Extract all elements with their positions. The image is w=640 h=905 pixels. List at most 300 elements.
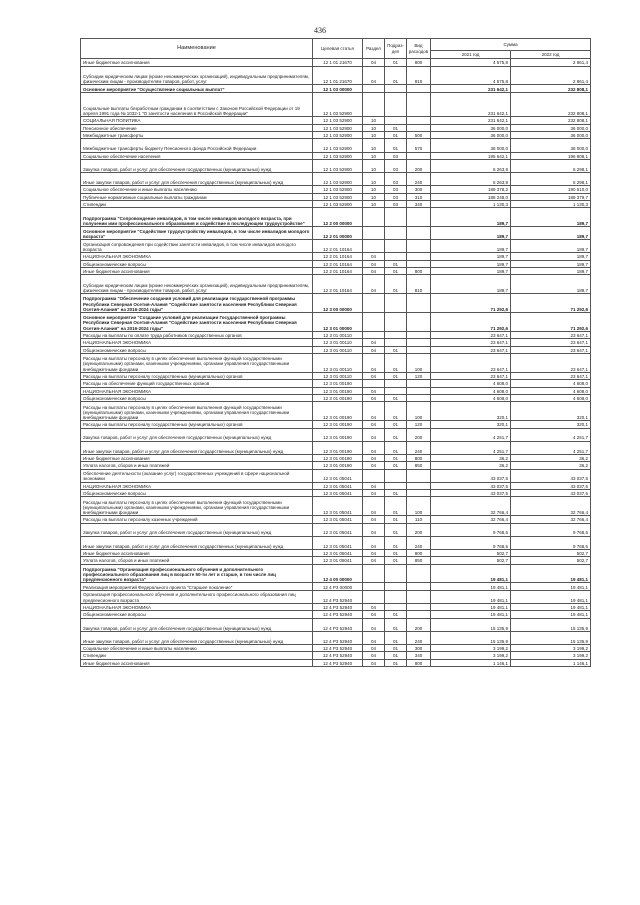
table-row — [81, 253, 591, 260]
cell-code: 12 4 P3 52940 — [313, 652, 363, 659]
cell-subsection — [385, 253, 407, 260]
header-name: Наименование — [81, 39, 313, 59]
cell-name: СОЦИАЛЬНАЯ ПОЛИТИКА — [81, 117, 313, 124]
cell-code: 12 3 01 05041 — [313, 557, 363, 564]
cell-subsection — [385, 227, 407, 240]
cell-name: Иные бюджетные ассигнования — [81, 659, 313, 666]
table-row — [81, 159, 591, 172]
page-number: 436 — [314, 26, 326, 35]
cell-name: Уплата налогов, сборов и иных платежей — [81, 462, 313, 469]
cell-type: 120 — [407, 372, 431, 379]
cell-code: 12 3 01 00190 — [313, 394, 363, 401]
cell-section: 04 — [363, 462, 385, 469]
cell-amount-2021: 320,1 — [431, 421, 511, 428]
cell-section: 04 — [363, 441, 385, 454]
cell-section — [363, 92, 385, 117]
cell-subsection — [385, 85, 407, 92]
cell-subsection — [385, 590, 407, 603]
cell-section: 04 — [363, 482, 385, 489]
table-row — [81, 208, 591, 227]
cell-name: Субсидии юридическим лицам (кроме некоммерческих организаций), индивидуальным предпринимателям, физическим лицам - производителям товаров, работ, услуг — [81, 275, 313, 294]
cell-section: 04 — [363, 372, 385, 379]
cell-code: 12 1 03 52900 — [313, 186, 363, 193]
cell-type — [407, 482, 431, 489]
cell-subsection — [385, 240, 407, 253]
table-row — [81, 117, 591, 124]
cell-type — [407, 227, 431, 240]
cell-type: 120 — [407, 421, 431, 428]
cell-name: Уплата налогов, сборов и иных платежей — [81, 557, 313, 564]
cell-amount-2021: 36 000,0 — [431, 124, 511, 131]
cell-type — [407, 339, 431, 346]
cell-type — [407, 313, 431, 332]
table-row — [81, 275, 591, 294]
cell-amount-2022: 4 251,7 — [511, 428, 591, 441]
cell-type: 200 — [407, 428, 431, 441]
cell-name: Иные бюджетные ассигнования — [81, 549, 313, 556]
cell-name: Общеэкономические вопросы — [81, 346, 313, 353]
cell-section: 04 — [363, 490, 385, 497]
cell-name: НАЦИОНАЛЬНАЯ ЭКОНОМИКА — [81, 253, 313, 260]
table-row — [81, 394, 591, 401]
table-row — [81, 462, 591, 469]
cell-amount-2021: 43 037,5 — [431, 482, 511, 489]
cell-code: 12 2 01 10164 — [313, 253, 363, 260]
cell-amount-2021: 231 642,1 — [431, 117, 511, 124]
cell-name: Расходы на выплаты персоналу государственных (муниципальных) органов — [81, 372, 313, 379]
cell-amount-2022: 3 199,2 — [511, 644, 591, 651]
cell-amount-2021: 71 292,6 — [431, 313, 511, 332]
cell-amount-2021: 15 135,9 — [431, 618, 511, 631]
cell-code: 12 3 01 00110 — [313, 339, 363, 346]
cell-code: 12 2 00 00000 — [313, 208, 363, 227]
cell-section: 10 — [363, 186, 385, 193]
cell-section: 04 — [363, 497, 385, 516]
cell-subsection: 01 — [385, 644, 407, 651]
cell-name: Иные бюджетные ассигнования — [81, 454, 313, 461]
cell-type: 800 — [407, 549, 431, 556]
cell-amount-2021: 19 481,1 — [431, 590, 511, 603]
cell-subsection: 01 — [385, 441, 407, 454]
cell-amount-2022: 2 861,4 — [511, 59, 591, 66]
table-row — [81, 294, 591, 313]
cell-amount-2021: 23 647,1 — [431, 354, 511, 373]
cell-section — [363, 294, 385, 313]
cell-type — [407, 564, 431, 583]
cell-amount-2022: 1 146,1 — [511, 659, 591, 666]
cell-section: 04 — [363, 402, 385, 421]
cell-type — [407, 346, 431, 353]
cell-code: 12 3 01 00190 — [313, 380, 363, 387]
cell-name: Социальное обеспечение и иные выплаты населению — [81, 186, 313, 193]
cell-subsection: 01 — [385, 618, 407, 631]
cell-amount-2022: 36,2 — [511, 462, 591, 469]
table-row — [81, 372, 591, 379]
cell-type: 850 — [407, 462, 431, 469]
header-year-2022: 2022 год — [511, 51, 591, 59]
cell-type: 240 — [407, 173, 431, 186]
cell-amount-2021: 189,7 — [431, 208, 511, 227]
cell-type: 100 — [407, 402, 431, 421]
table-row — [81, 523, 591, 536]
cell-code: 12 3 01 05041 — [313, 497, 363, 516]
cell-name: Иные закупки товаров, работ и услуг для обеспечения государственных (муниципальных) нужд — [81, 173, 313, 186]
cell-amount-2021: 23 647,1 — [431, 346, 511, 353]
cell-amount-2022: 9 768,5 — [511, 523, 591, 536]
cell-subsection: 01 — [385, 454, 407, 461]
cell-amount-2021: 9 768,5 — [431, 523, 511, 536]
cell-amount-2022: 36 000,0 — [511, 124, 591, 131]
cell-section — [363, 227, 385, 240]
cell-type — [407, 124, 431, 131]
cell-amount-2022: 36 000,0 — [511, 139, 591, 152]
table-row — [81, 85, 591, 92]
cell-section: 10 — [363, 117, 385, 124]
table-row — [81, 132, 591, 139]
cell-amount-2021: 189,7 — [431, 227, 511, 240]
cell-amount-2022: 43 037,5 — [511, 482, 591, 489]
cell-name: Межбюджетные трансферты бюджету Пенсионного фонда Российской Федерации — [81, 139, 313, 152]
cell-section: 04 — [363, 59, 385, 66]
cell-name: Социальное обеспечение населения — [81, 152, 313, 159]
cell-name: Расходы на выплаты персоналу в целях обеспечения выполнения функций государственными (муниципальными) органами, казенными учреждениями, органами управления государственными внебюджетными фондами — [81, 497, 313, 516]
cell-type: 810 — [407, 275, 431, 294]
cell-subsection — [385, 92, 407, 117]
cell-type: 800 — [407, 59, 431, 66]
cell-type — [407, 394, 431, 401]
cell-type: 310 — [407, 193, 431, 200]
cell-name: Субсидии юридическим лицам (кроме некоммерческих организаций), индивидуальным предпринимателям, физическим лицам - производителям товаров, работ, услуг — [81, 66, 313, 85]
table-row — [81, 490, 591, 497]
cell-name: НАЦИОНАЛЬНАЯ ЭКОНОМИКА — [81, 387, 313, 394]
cell-type: 200 — [407, 618, 431, 631]
cell-name: Общеэкономические вопросы — [81, 611, 313, 618]
cell-code: 12 3 01 00000 — [313, 313, 363, 332]
cell-amount-2022: 19 481,1 — [511, 611, 591, 618]
cell-amount-2021: 3 199,2 — [431, 652, 511, 659]
cell-code: 12 3 01 00190 — [313, 441, 363, 454]
cell-section: 10 — [363, 124, 385, 131]
cell-amount-2021: 189 378,2 — [431, 186, 511, 193]
cell-amount-2021: 188 248,0 — [431, 193, 511, 200]
cell-amount-2022: 189,7 — [511, 275, 591, 294]
table-row — [81, 59, 591, 66]
table-row — [81, 482, 591, 489]
cell-type — [407, 611, 431, 618]
cell-subsection — [385, 117, 407, 124]
cell-amount-2021: 1 130,3 — [431, 200, 511, 207]
cell-amount-2021: 189,7 — [431, 275, 511, 294]
table-row — [81, 618, 591, 631]
cell-amount-2022: 23 647,1 — [511, 372, 591, 379]
cell-name: Подпрограмма "Обеспечение создания условий для реализации государственной программы Республики Северная Осетия-Алания "Содействие занятости населения Республики Северная Осетия-Алания" на 2016-2024 годы" — [81, 294, 313, 313]
cell-subsection: 01 — [385, 59, 407, 66]
cell-code: 12 2 01 10164 — [313, 275, 363, 294]
table-row — [81, 516, 591, 523]
cell-amount-2022: 15 135,9 — [511, 618, 591, 631]
cell-amount-2021: 36 000,0 — [431, 139, 511, 152]
cell-subsection: 01 — [385, 462, 407, 469]
cell-amount-2021: 189,7 — [431, 253, 511, 260]
cell-subsection — [385, 603, 407, 610]
cell-amount-2021: 43 037,5 — [431, 469, 511, 482]
cell-subsection — [385, 331, 407, 338]
cell-name: Стипендии — [81, 652, 313, 659]
cell-subsection: 01 — [385, 516, 407, 523]
cell-amount-2021: 4 608,0 — [431, 394, 511, 401]
table-row — [81, 557, 591, 564]
cell-type — [407, 294, 431, 313]
cell-amount-2021: 502,7 — [431, 557, 511, 564]
cell-subsection: 01 — [385, 372, 407, 379]
cell-name: Иные бюджетные ассигнования — [81, 268, 313, 275]
table-header — [81, 39, 591, 59]
cell-code: 12 1 03 00000 — [313, 85, 363, 92]
cell-section: 04 — [363, 644, 385, 651]
cell-type: 200 — [407, 523, 431, 536]
cell-code: 12 3 01 05041 — [313, 490, 363, 497]
cell-subsection — [385, 564, 407, 583]
cell-amount-2022: 32 766,4 — [511, 497, 591, 516]
cell-section: 04 — [363, 557, 385, 564]
cell-amount-2021: 502,7 — [431, 549, 511, 556]
cell-code: 12 3 01 05041 — [313, 523, 363, 536]
table-row — [81, 260, 591, 267]
cell-section — [363, 85, 385, 92]
cell-name: Межбюджетные трансферты — [81, 132, 313, 139]
cell-subsection: 03 — [385, 186, 407, 193]
cell-type — [407, 260, 431, 267]
cell-subsection — [385, 469, 407, 482]
cell-code: 12 3 01 05041 — [313, 516, 363, 523]
cell-section — [363, 240, 385, 253]
cell-section: 04 — [363, 516, 385, 523]
cell-type — [407, 152, 431, 159]
table-row — [81, 186, 591, 193]
cell-code: 12 3 01 00110 — [313, 331, 363, 338]
table-row — [81, 564, 591, 583]
cell-name: Общеэкономические вопросы — [81, 260, 313, 267]
cell-amount-2021: 15 135,9 — [431, 631, 511, 644]
cell-subsection: 01 — [385, 346, 407, 353]
cell-type — [407, 92, 431, 117]
cell-subsection: 03 — [385, 159, 407, 172]
cell-section: 04 — [363, 354, 385, 373]
cell-subsection — [385, 339, 407, 346]
cell-amount-2021: 189,7 — [431, 268, 511, 275]
cell-subsection: 03 — [385, 200, 407, 207]
cell-section: 10 — [363, 159, 385, 172]
cell-section: 04 — [363, 631, 385, 644]
cell-code: 12 3 00 00000 — [313, 294, 363, 313]
cell-amount-2022: 19 481,1 — [511, 564, 591, 583]
table-row — [81, 421, 591, 428]
cell-name: Подпрограмма "Организация профессионального обучения и дополнительного профессионального образования лиц в возрасте 50-ти лет и старше, в том числе лиц предпенсионного возраста" — [81, 564, 313, 583]
cell-amount-2021: 231 642,1 — [431, 85, 511, 92]
cell-amount-2021: 36 000,0 — [431, 132, 511, 139]
cell-amount-2022: 19 481,1 — [511, 603, 591, 610]
table-row — [81, 339, 591, 346]
cell-code: 12 1 03 52900 — [313, 173, 363, 186]
cell-amount-2021: 6 263,9 — [431, 173, 511, 186]
cell-amount-2022: 19 481,1 — [511, 583, 591, 590]
cell-code: 12 4 P3 52940 — [313, 590, 363, 603]
cell-amount-2022: 4 608,0 — [511, 394, 591, 401]
table-row — [81, 354, 591, 373]
cell-section: 04 — [363, 339, 385, 346]
cell-section: 04 — [363, 421, 385, 428]
cell-code: 12 4 P3 52940 — [313, 611, 363, 618]
table-row — [81, 200, 591, 207]
cell-section — [363, 331, 385, 338]
cell-amount-2021: 1 146,1 — [431, 659, 511, 666]
cell-amount-2022: 189,7 — [511, 240, 591, 253]
header-subsection: Подраз-дел — [385, 39, 407, 59]
table-row — [81, 441, 591, 454]
cell-type: 110 — [407, 516, 431, 523]
cell-section: 04 — [363, 454, 385, 461]
cell-section: 04 — [363, 611, 385, 618]
cell-amount-2022: 6 298,1 — [511, 173, 591, 186]
table-row — [81, 268, 591, 275]
cell-amount-2021: 6 263,9 — [431, 159, 511, 172]
cell-amount-2021: 4 251,7 — [431, 428, 511, 441]
cell-code: 12 1 01 21670 — [313, 59, 363, 66]
cell-subsection: 01 — [385, 402, 407, 421]
cell-type: 500 — [407, 132, 431, 139]
cell-amount-2021: 189,7 — [431, 260, 511, 267]
cell-type — [407, 490, 431, 497]
cell-subsection — [385, 482, 407, 489]
cell-subsection: 01 — [385, 490, 407, 497]
cell-section: 04 — [363, 275, 385, 294]
cell-code: 12 1 03 52900 — [313, 124, 363, 131]
cell-type — [407, 469, 431, 482]
table-row — [81, 346, 591, 353]
cell-type: 810 — [407, 66, 431, 85]
cell-name: Иные закупки товаров, работ и услуг для обеспечения государственных (муниципальных) нужд — [81, 441, 313, 454]
cell-code: 12 3 01 05041 — [313, 469, 363, 482]
cell-section: 04 — [363, 652, 385, 659]
cell-subsection: 03 — [385, 173, 407, 186]
cell-name: Общеэкономические вопросы — [81, 490, 313, 497]
cell-code: 12 2 01 10164 — [313, 240, 363, 253]
cell-name: Организация сопровождения при содействии занятости инвалидов, в том числе инвалидов молодого возраста — [81, 240, 313, 253]
cell-name: Общеэкономические вопросы — [81, 394, 313, 401]
cell-name: Обеспечение деятельности (оказание услуг) государственных учреждений в сфере национальной экономики — [81, 469, 313, 482]
cell-amount-2022: 189,7 — [511, 208, 591, 227]
cell-amount-2022: 502,7 — [511, 557, 591, 564]
cell-section: 04 — [363, 428, 385, 441]
cell-subsection: 01 — [385, 557, 407, 564]
cell-amount-2021: 4 575,8 — [431, 66, 511, 85]
cell-name: НАЦИОНАЛЬНАЯ ЭКОНОМИКА — [81, 339, 313, 346]
table-row — [81, 644, 591, 651]
cell-code: 12 2 01 10164 — [313, 268, 363, 275]
cell-type: 340 — [407, 652, 431, 659]
cell-name: Основное мероприятие "Создание условий для реализации Государственной программы Республики Северная Осетия-Алания "Содействие занятости населения Республики Северная Осетия-Алания" на 2016-2024 годы" — [81, 313, 313, 332]
cell-subsection: 01 — [385, 260, 407, 267]
cell-code: 12 3 01 00190 — [313, 462, 363, 469]
cell-section: 04 — [363, 260, 385, 267]
cell-code: 12 4 P3 52940 — [313, 618, 363, 631]
cell-section — [363, 469, 385, 482]
cell-code: 12 4 00 00000 — [313, 564, 363, 583]
cell-type — [407, 253, 431, 260]
cell-amount-2022: 4 608,0 — [511, 387, 591, 394]
cell-section: 04 — [363, 549, 385, 556]
cell-amount-2022: 3 199,2 — [511, 652, 591, 659]
cell-amount-2022: 9 768,5 — [511, 536, 591, 549]
cell-code: 12 1 03 52900 — [313, 193, 363, 200]
table-body — [81, 59, 591, 667]
cell-subsection: 01 — [385, 549, 407, 556]
cell-amount-2021: 4 575,8 — [431, 59, 511, 66]
cell-amount-2021: 36,2 — [431, 454, 511, 461]
table-row — [81, 92, 591, 117]
cell-code: 12 1 03 52900 — [313, 200, 363, 207]
cell-section: 04 — [363, 523, 385, 536]
table-row — [81, 124, 591, 131]
cell-amount-2021: 231 642,1 — [431, 92, 511, 117]
cell-amount-2022: 320,1 — [511, 402, 591, 421]
cell-amount-2021: 19 481,1 — [431, 583, 511, 590]
cell-type — [407, 240, 431, 253]
cell-type — [407, 208, 431, 227]
cell-amount-2022: 32 766,4 — [511, 516, 591, 523]
cell-amount-2021: 23 647,1 — [431, 372, 511, 379]
table-row — [81, 240, 591, 253]
cell-section: 04 — [363, 268, 385, 275]
header-section: Раздел — [363, 39, 385, 59]
cell-subsection: 01 — [385, 354, 407, 373]
cell-name: Стипендии — [81, 200, 313, 207]
cell-code: 12 3 01 00110 — [313, 346, 363, 353]
cell-type: 340 — [407, 200, 431, 207]
cell-amount-2021: 4 608,0 — [431, 387, 511, 394]
cell-code: 12 1 03 52900 — [313, 117, 363, 124]
cell-code: 12 4 P3 52940 — [313, 631, 363, 644]
cell-name: Закупка товаров, работ и услуг для обеспечения государственных (муниципальных) нужд — [81, 428, 313, 441]
cell-subsection: 01 — [385, 428, 407, 441]
cell-name: Иные закупки товаров, работ и услуг для обеспечения государственных (муниципальных) нужд — [81, 536, 313, 549]
cell-subsection: 01 — [385, 631, 407, 644]
cell-amount-2022: 6 298,1 — [511, 159, 591, 172]
cell-code: 12 2 01 10164 — [313, 260, 363, 267]
table-row — [81, 227, 591, 240]
cell-section: 04 — [363, 253, 385, 260]
cell-amount-2021: 4 608,0 — [431, 380, 511, 387]
cell-section — [363, 564, 385, 583]
cell-name: Расходы на обеспечение функций государственных органов — [81, 380, 313, 387]
cell-amount-2022: 43 037,5 — [511, 490, 591, 497]
cell-section: 04 — [363, 659, 385, 666]
cell-amount-2021: 320,1 — [431, 402, 511, 421]
cell-code: 12 3 01 00110 — [313, 372, 363, 379]
cell-section: 04 — [363, 387, 385, 394]
cell-name: Социальные выплаты безработным гражданам в соответствии с Законом Российской Федерации от 19 апреля 1991 года № 1032-1 "О занятости населения в Российской Федерации" — [81, 92, 313, 117]
cell-amount-2022: 189,7 — [511, 268, 591, 275]
cell-name: Закупка товаров, работ и услуг для обеспечения государственных (муниципальных) нужд — [81, 618, 313, 631]
cell-code: 12 1 03 52900 — [313, 159, 363, 172]
cell-code: 12 1 03 52900 — [313, 152, 363, 159]
cell-type — [407, 331, 431, 338]
cell-type — [407, 117, 431, 124]
cell-amount-2022: 190 510,0 — [511, 186, 591, 193]
cell-amount-2022: 23 647,1 — [511, 354, 591, 373]
cell-type: 300 — [407, 644, 431, 651]
cell-type — [407, 603, 431, 610]
